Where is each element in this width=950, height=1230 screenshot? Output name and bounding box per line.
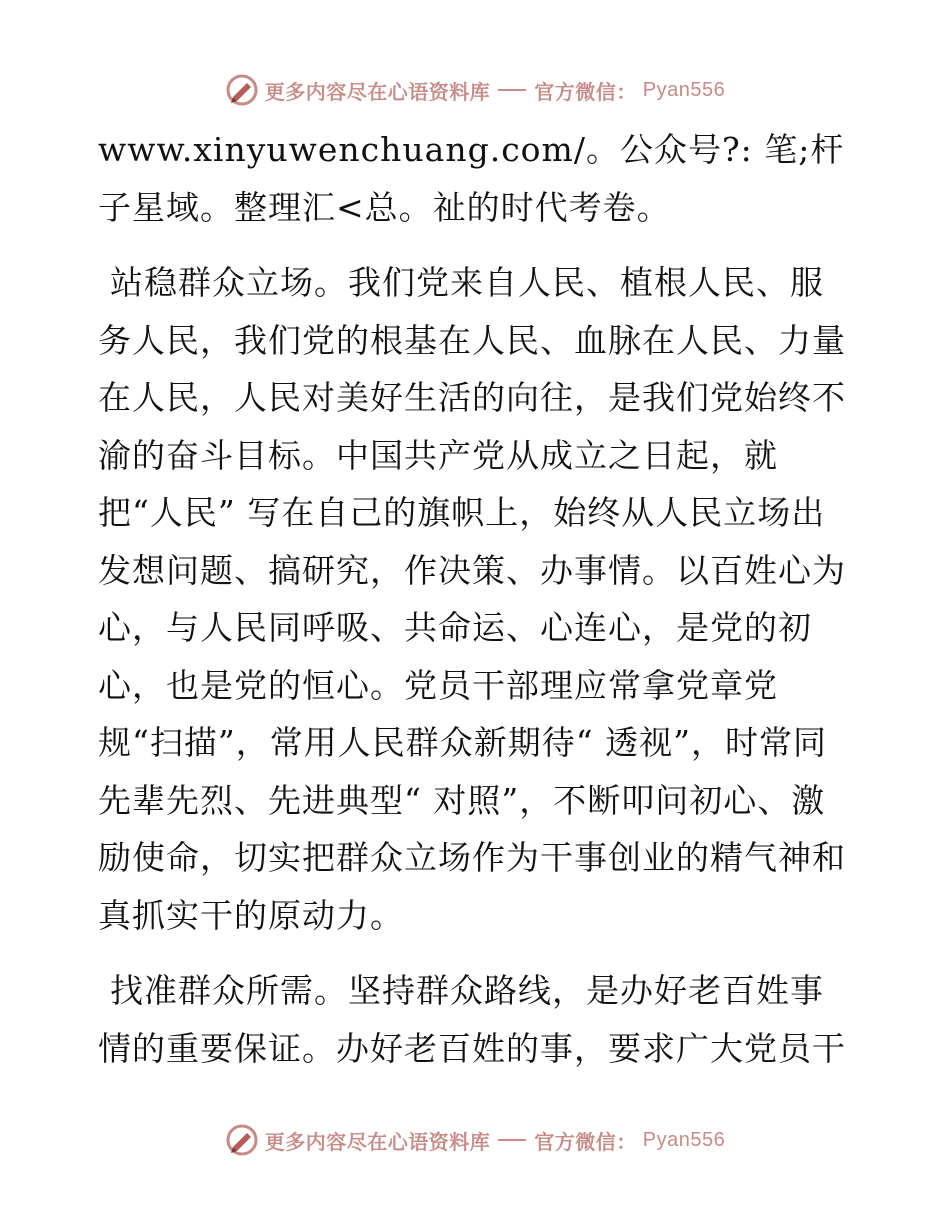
- banner-divider: [498, 89, 526, 91]
- page-header-banner: [0, 70, 950, 110]
- document-body: [98, 121, 852, 1095]
- banner-handle: Pyan556: [642, 1128, 726, 1151]
- paragraph-2: 站稳群众立场。我们党来自人民、植根人民、服务人民，我们党的根基在人民、血脉在人民、力量在人民，人民对美好生活的向往，是我们党始终不渝的奋斗目标。中国共产党从成立之日起，就把“人民” 写在自己的旗帜上，始终从人民立场出发想问题、搞研究，作决策、办事情。以百姓心为心，与人民同呼吸、共命运、心连心，是党的初心，也是党的恒心。党员干部理应常拿党章党规“扫描”，常用人民群众新期待“ 透视”，时常同先辈先烈、先进典型“ 对照”，不断叩问初心、激励使命，切实把群众立场作为干事创业的精气神和真抓实干的原动力。: [98, 263, 846, 935]
- banner-divider: [498, 1139, 526, 1141]
- banner-title: 更多内容尽在心语资料库: [264, 1129, 491, 1154]
- paragraph-1: www.xinyuwenchuang.com/。公众号?: 笔;杆子星域。整理汇<总。祉的时代考卷。: [98, 130, 845, 227]
- pen-logo-icon: [225, 73, 259, 107]
- paragraph-3: 找准群众所需。坚持群众路线，是办好老百姓事情的重要保证。办好老百姓的事，要求广大党员干: [98, 971, 846, 1068]
- page-footer-banner: [0, 1120, 950, 1160]
- banner-suffix: 官方微信：: [534, 79, 637, 104]
- banner-handle: Pyan556: [642, 78, 726, 101]
- banner-suffix: 官方微信：: [534, 1129, 637, 1154]
- banner-title: 更多内容尽在心语资料库: [264, 79, 491, 104]
- pen-logo-icon: [225, 1123, 259, 1157]
